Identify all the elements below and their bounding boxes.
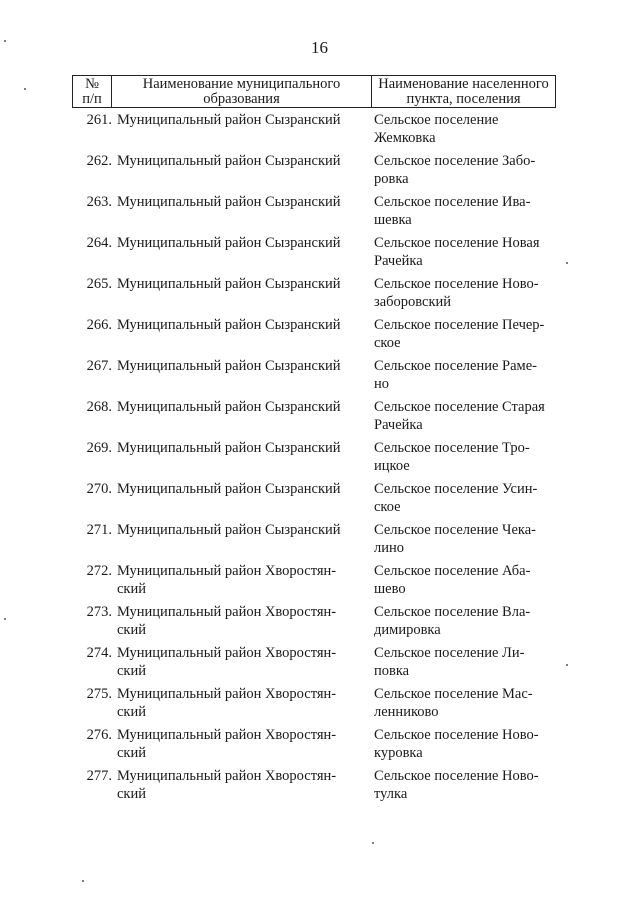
scan-speck	[4, 40, 6, 42]
scan-speck	[566, 262, 568, 264]
municipality-name	[117, 276, 372, 294]
municipality-name-line: ский	[117, 785, 146, 802]
municipality-name	[117, 563, 372, 598]
municipality-name-line: Муниципальный район Хворостян-	[117, 727, 337, 743]
header-number-line-1: №	[85, 76, 99, 92]
settlement-name	[374, 727, 564, 762]
table-row	[72, 112, 562, 148]
municipality-name-line: Муниципальный район Сызранский	[117, 153, 341, 169]
municipality-name-line: Муниципальный район Хворостян-	[117, 686, 337, 702]
settlement-name	[374, 399, 564, 434]
settlement-name	[374, 686, 564, 721]
settlement-name	[374, 235, 564, 270]
municipality-name-line: ский	[117, 744, 146, 761]
settlement-name-line: ровка	[374, 170, 409, 187]
row-number: 265.	[86, 276, 112, 292]
settlement-name-line: Сельское поселение Чека-	[374, 522, 536, 538]
settlement-name-line: Жемковка	[374, 129, 436, 146]
table-row	[72, 522, 562, 558]
settlement-name-line: ское	[374, 498, 401, 515]
settlement-name	[374, 194, 564, 229]
row-number: 271.	[86, 522, 112, 538]
table-row	[72, 317, 562, 353]
scan-speck	[24, 88, 26, 90]
header-settlement	[371, 76, 555, 107]
row-number: 264.	[86, 235, 112, 251]
municipality-name-line: Муниципальный район Сызранский	[117, 522, 341, 538]
municipality-name	[117, 358, 372, 376]
scan-speck	[82, 880, 84, 882]
municipality-name	[117, 440, 372, 458]
row-number: 267.	[86, 358, 112, 374]
table-row	[72, 686, 562, 722]
table-row	[72, 276, 562, 312]
municipality-name-line: Муниципальный район Сызранский	[117, 112, 341, 128]
municipality-name-line: Муниципальный район Сызранский	[117, 399, 341, 415]
row-number: 269.	[86, 440, 112, 456]
table-row	[72, 481, 562, 517]
settlement-name-line: тулка	[374, 785, 408, 802]
settlement-name-line: Рачейка	[374, 252, 423, 269]
table-row	[72, 768, 562, 804]
settlement-name-line: Сельское поселение Ново-	[374, 276, 539, 292]
municipality-name-line: ский	[117, 621, 146, 638]
scan-speck	[372, 842, 374, 844]
settlement-name-line: но	[374, 375, 390, 392]
table-row	[72, 153, 562, 189]
settlement-name	[374, 276, 564, 311]
municipality-name-line: Муниципальный район Хворостян-	[117, 645, 337, 661]
settlement-name-line: димировка	[374, 621, 441, 638]
settlement-name	[374, 481, 564, 516]
table-row	[72, 440, 562, 476]
row-number: 274.	[86, 645, 112, 661]
settlement-name	[374, 112, 564, 147]
settlement-name	[374, 317, 564, 352]
settlement-name	[374, 604, 564, 639]
settlement-name-line: ленниково	[374, 703, 439, 720]
municipality-name	[117, 481, 372, 499]
table-header	[72, 75, 556, 108]
municipality-name-line: Муниципальный район Сызранский	[117, 481, 341, 497]
municipality-name-line: Муниципальный район Хворостян-	[117, 604, 337, 620]
municipality-name	[117, 686, 372, 721]
municipality-name-line: ский	[117, 580, 146, 597]
municipality-name-line: Муниципальный район Сызранский	[117, 358, 341, 374]
settlement-name-line: ское	[374, 334, 401, 351]
settlement-name-line: шево	[374, 580, 406, 597]
municipality-name-line: Муниципальный район Сызранский	[117, 235, 341, 251]
table-row	[72, 645, 562, 681]
settlement-name	[374, 645, 564, 680]
row-number: 270.	[86, 481, 112, 497]
row-number: 261.	[86, 112, 112, 128]
settlement-name	[374, 522, 564, 557]
municipality-name	[117, 768, 372, 803]
header-settlement-line-1: Наименование населенного	[378, 76, 549, 92]
settlement-name-line: Сельское поселение Ново-	[374, 727, 539, 743]
row-number: 263.	[86, 194, 112, 210]
settlement-name-line: Сельское поселение Ива-	[374, 194, 531, 210]
settlement-name-line: лино	[374, 539, 405, 556]
settlement-name	[374, 153, 564, 188]
row-number: 266.	[86, 317, 112, 333]
scan-speck	[4, 618, 6, 620]
municipality-name-line: ский	[117, 662, 146, 679]
table-row	[72, 358, 562, 394]
row-number: 268.	[86, 399, 112, 415]
municipality-name	[117, 153, 372, 171]
settlement-name	[374, 440, 564, 475]
municipality-name	[117, 645, 372, 680]
settlement-name-line: Сельское поселение Вла-	[374, 604, 531, 620]
header-number-line-2: п/п	[82, 91, 102, 107]
settlement-name	[374, 768, 564, 803]
settlement-name-line: повка	[374, 662, 410, 679]
settlement-name-line: Сельское поселение Забо-	[374, 153, 536, 169]
scan-speck	[566, 664, 568, 666]
row-number: 276.	[86, 727, 112, 743]
settlement-name-line: Сельское поселение Ново-	[374, 768, 539, 784]
settlement-name-line: Сельское поселение	[374, 112, 499, 128]
municipality-name	[117, 522, 372, 540]
settlement-name	[374, 358, 564, 393]
settlement-name-line: Рачейка	[374, 416, 423, 433]
table-row	[72, 399, 562, 435]
row-number: 262.	[86, 153, 112, 169]
municipality-name	[117, 727, 372, 762]
settlement-name-line: Сельское поселение Тро-	[374, 440, 530, 456]
municipality-name-line: Муниципальный район Сызранский	[117, 194, 341, 210]
settlement-name-line: Сельское поселение Мас-	[374, 686, 533, 702]
row-number: 273.	[86, 604, 112, 620]
settlement-name-line: Сельское поселение Печер-	[374, 317, 545, 333]
settlement-name-line: куровка	[374, 744, 423, 761]
page-number: 16	[311, 38, 328, 57]
table-row	[72, 194, 562, 230]
header-number	[73, 76, 111, 107]
municipality-name	[117, 604, 372, 639]
header-municipality-line-2: образования	[203, 91, 280, 107]
settlement-name-line: ицкое	[374, 457, 410, 474]
settlement-name	[374, 563, 564, 598]
municipality-name-line: ский	[117, 703, 146, 720]
row-number: 275.	[86, 686, 112, 702]
row-number: 277.	[86, 768, 112, 784]
table-row	[72, 235, 562, 271]
municipality-name	[117, 235, 372, 253]
table-row	[72, 727, 562, 763]
header-settlement-line-2: пункта, поселения	[406, 91, 521, 107]
settlement-name-line: Сельское поселение Ли-	[374, 645, 525, 661]
settlement-name-line: шевка	[374, 211, 412, 228]
header-municipality-line-1: Наименование муниципального	[142, 76, 341, 92]
settlement-name-line: Сельское поселение Аба-	[374, 563, 531, 579]
table-row	[72, 563, 562, 599]
settlement-name-line: Сельское поселение Усин-	[374, 481, 538, 497]
municipality-name	[117, 194, 372, 212]
row-number: 272.	[86, 563, 112, 579]
settlement-name-line: заборовский	[374, 293, 452, 310]
municipality-name	[117, 317, 372, 335]
table-row	[72, 604, 562, 640]
settlement-name-line: Сельское поселение Новая	[374, 235, 540, 251]
municipality-name-line: Муниципальный район Сызранский	[117, 440, 341, 456]
municipality-name	[117, 399, 372, 417]
header-municipality	[111, 76, 371, 107]
municipality-name-line: Муниципальный район Сызранский	[117, 276, 341, 292]
municipality-name-line: Муниципальный район Хворостян-	[117, 563, 337, 579]
municipality-name-line: Муниципальный район Хворостян-	[117, 768, 337, 784]
municipality-name-line: Муниципальный район Сызранский	[117, 317, 341, 333]
municipality-name	[117, 112, 372, 130]
settlement-name-line: Сельское поселение Раме-	[374, 358, 537, 374]
settlement-name-line: Сельское поселение Старая	[374, 399, 545, 415]
